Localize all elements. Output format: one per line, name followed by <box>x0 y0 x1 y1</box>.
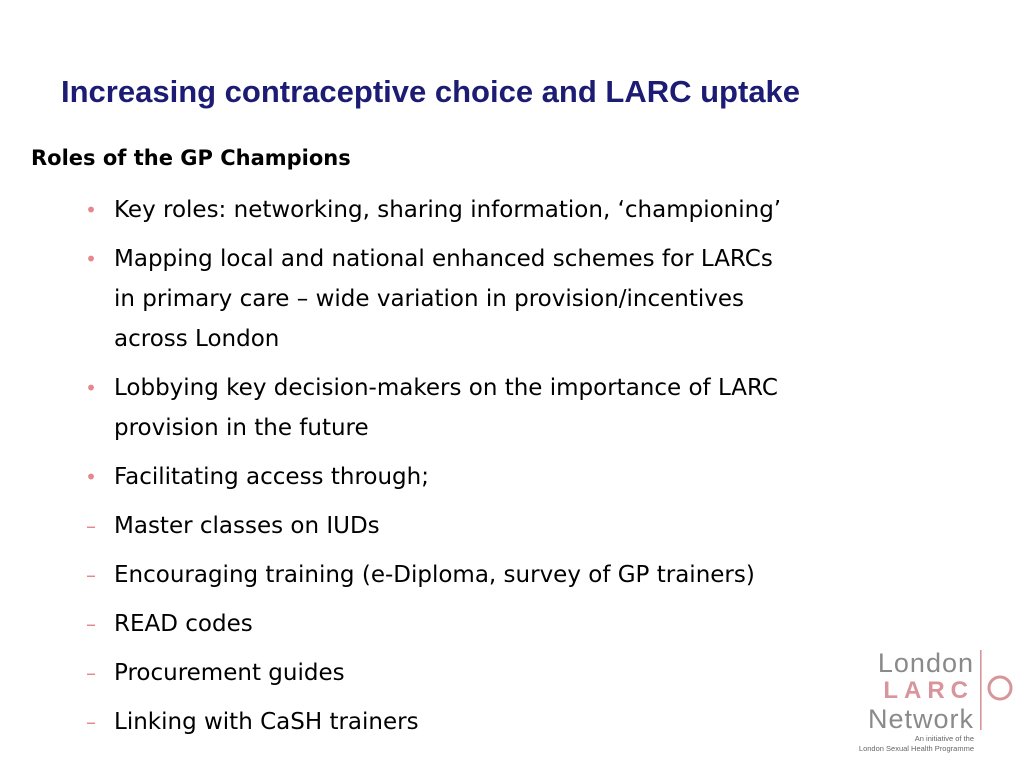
list-item <box>0 457 934 497</box>
list-item-text: across London <box>114 326 280 352</box>
dash-marker: – <box>86 514 96 538</box>
list-item <box>0 702 934 742</box>
bullet-marker: • <box>85 198 97 222</box>
london-larc-network-logo <box>838 648 1018 758</box>
list-item-text: Key roles: networking, sharing information, ‘championing’ <box>114 197 782 223</box>
bullet-marker: • <box>85 247 97 271</box>
logo-divider <box>980 650 982 730</box>
logo-text-larc: LARC <box>883 677 974 704</box>
dash-marker: – <box>86 710 96 734</box>
logo-text-london: London <box>877 648 974 678</box>
list-item-text: provision in the future <box>114 415 369 441</box>
logo-tagline-2: London Sexual Health Programme <box>858 744 974 753</box>
logo-tagline-1: An initiative of the <box>914 734 974 743</box>
list-item <box>0 239 934 359</box>
list-item-text: Master classes on IUDs <box>114 513 380 539</box>
bullet-marker: • <box>85 376 97 400</box>
list-item <box>0 368 934 448</box>
slide-subtitle: Roles of the GP Champions <box>31 146 351 170</box>
logo-circle-icon <box>989 677 1011 699</box>
list-item-text: Lobbying key decision-makers on the importance of LARC <box>114 375 778 401</box>
logo-text-network: Network <box>867 704 974 734</box>
list-item <box>0 190 934 230</box>
dash-marker: – <box>86 563 96 587</box>
list-item-text: Procurement guides <box>114 660 345 686</box>
bullet-marker: • <box>85 465 97 489</box>
list-item-text: READ codes <box>114 611 253 637</box>
list-item-text: Mapping local and national enhanced schemes for LARCs <box>114 246 773 272</box>
slide-title: Increasing contraceptive choice and LARC uptake <box>61 74 801 109</box>
list-item-text: Linking with CaSH trainers <box>114 709 419 735</box>
list-item-text: in primary care – wide variation in provision/incentives <box>114 286 745 312</box>
dash-marker: – <box>86 612 96 636</box>
dash-marker: – <box>86 661 96 685</box>
list-item <box>0 604 934 644</box>
list-item-text: Facilitating access through; <box>114 464 429 490</box>
list-item <box>0 653 934 693</box>
list-item-text: Encouraging training (e-Diploma, survey of GP trainers) <box>114 562 755 588</box>
list-item <box>0 506 934 546</box>
list-item <box>0 555 934 595</box>
